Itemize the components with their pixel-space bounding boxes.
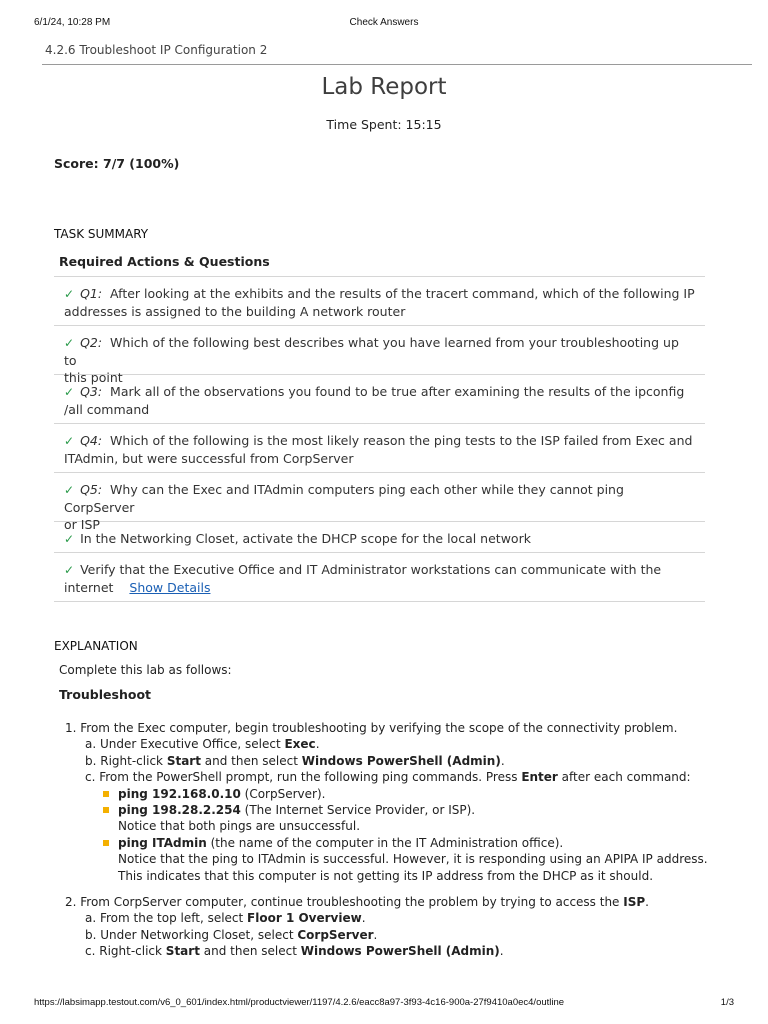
question-number: Q1: <box>80 286 103 301</box>
question-text: Which of the following best describes what you have learned from your troubleshooting up to <box>64 335 679 368</box>
bullet-ping-corpserver: ping 192.168.0.10 (CorpServer). <box>65 786 725 802</box>
task-item-dhcp <box>54 522 705 553</box>
task-item-q3 <box>54 375 705 424</box>
bullet-note: This indicates that this computer is not getting its IP address from the DHCP as it should. <box>118 868 654 883</box>
step-1: 1. From the Exec computer, begin troubleshooting by verifying the scope of the connectivity problem. <box>65 721 678 735</box>
bullet-note: Notice that the ping to ITAdmin is successful. However, it is responding using an APIPA IP address. <box>118 852 708 867</box>
time-spent: Time Spent: 15:15 <box>326 117 442 132</box>
task-text: Verify that the Executive Office and IT Administrator workstations can communicate with the <box>80 562 662 577</box>
show-details-link[interactable]: Show Details <box>129 580 211 595</box>
question-number: Q2: <box>80 335 103 350</box>
question-text-cont: ITAdmin, but were successful from CorpServer <box>64 451 354 466</box>
check-icon: ✓ <box>64 385 75 399</box>
print-footer <box>34 997 734 1011</box>
troubleshoot-heading: Troubleshoot <box>59 687 152 702</box>
task-item-q1 <box>54 277 705 326</box>
check-icon: ✓ <box>64 483 75 497</box>
lab-name: 4.2.6 Troubleshoot IP Configuration 2 <box>45 43 268 57</box>
check-icon: ✓ <box>64 532 75 546</box>
bullet-note: Notice that both pings are unsuccessful. <box>118 819 361 834</box>
step-1a: a. Under Executive Office, select Exec. <box>85 737 320 752</box>
question-text-cont: /all command <box>64 402 150 417</box>
step-2a: a. From the top left, select Floor 1 Overview. <box>85 911 366 926</box>
task-item-q2 <box>54 326 705 385</box>
explanation-steps <box>65 720 725 960</box>
task-text: In the Networking Closet, activate the DHCP scope for the local network <box>80 531 531 546</box>
required-actions-heading: Required Actions & Questions <box>59 254 270 269</box>
task-item-q5 <box>54 473 705 532</box>
check-icon: ✓ <box>64 287 75 301</box>
question-number: Q5: <box>80 482 103 497</box>
task-text-cont: internet <box>64 580 114 595</box>
bullet-icon <box>103 840 109 846</box>
question-number: Q4: <box>80 433 103 448</box>
footer-page-number: 1/3 <box>720 997 734 1008</box>
print-header <box>34 17 734 31</box>
question-text: Why can the Exec and ITAdmin computers ping each other while they cannot ping CorpServer <box>64 482 624 515</box>
check-icon: ✓ <box>64 336 75 350</box>
bullet-icon <box>103 791 109 797</box>
header-divider <box>42 64 752 65</box>
task-item-verify <box>54 553 705 602</box>
question-text-cont: addresses is assigned to the building A network router <box>64 304 406 319</box>
explanation-intro: Complete this lab as follows: <box>59 663 232 677</box>
question-number: Q3: <box>80 384 103 399</box>
question-text: Mark all of the observations you found to be true after examining the results of the ipconfig <box>110 384 685 399</box>
score: Score: 7/7 (100%) <box>54 156 180 171</box>
step-2c: c. Right-click Start and then select Windows PowerShell (Admin). <box>85 944 504 959</box>
question-text-cont: or ISP <box>64 517 100 532</box>
explanation-heading: EXPLANATION <box>54 639 138 653</box>
step-2: 2. From CorpServer computer, continue troubleshooting the problem by trying to access the ISP. <box>65 895 649 910</box>
check-icon: ✓ <box>64 563 75 577</box>
bullet-ping-isp: ping 198.28.2.254 (The Internet Service Provider, or ISP). <box>65 802 725 818</box>
bullet-icon <box>103 807 109 813</box>
task-item-q4 <box>54 424 705 473</box>
question-text-cont: this point <box>64 370 123 385</box>
question-text: Which of the following is the most likely reason the ping tests to the ISP failed from Exec and <box>110 433 693 448</box>
report-title: Lab Report <box>321 74 447 100</box>
step-1b: b. Right-click Start and then select Windows PowerShell (Admin). <box>85 753 505 768</box>
task-summary-heading: TASK SUMMARY <box>54 227 149 241</box>
bullet-ping-itadmin: ping ITAdmin (the name of the computer in the IT Administration office). <box>65 835 725 851</box>
check-icon: ✓ <box>64 434 75 448</box>
step-2b: b. Under Networking Closet, select CorpServer. <box>85 927 378 942</box>
footer-url: https://labsimapp.testout.com/v6_0_601/index.html/productviewer/1197/4.2.6/eacc8a97-3f93-4c16-900a-27f9410a0ec4/outline <box>34 997 565 1008</box>
step-1c: c. From the PowerShell prompt, run the following ping commands. Press Enter after each command: <box>85 770 691 785</box>
print-date: 6/1/24, 10:28 PM <box>34 17 111 28</box>
task-list <box>54 276 705 602</box>
print-title: Check Answers <box>349 17 419 28</box>
question-text: After looking at the exhibits and the results of the tracert command, which of the following IP <box>110 286 695 301</box>
